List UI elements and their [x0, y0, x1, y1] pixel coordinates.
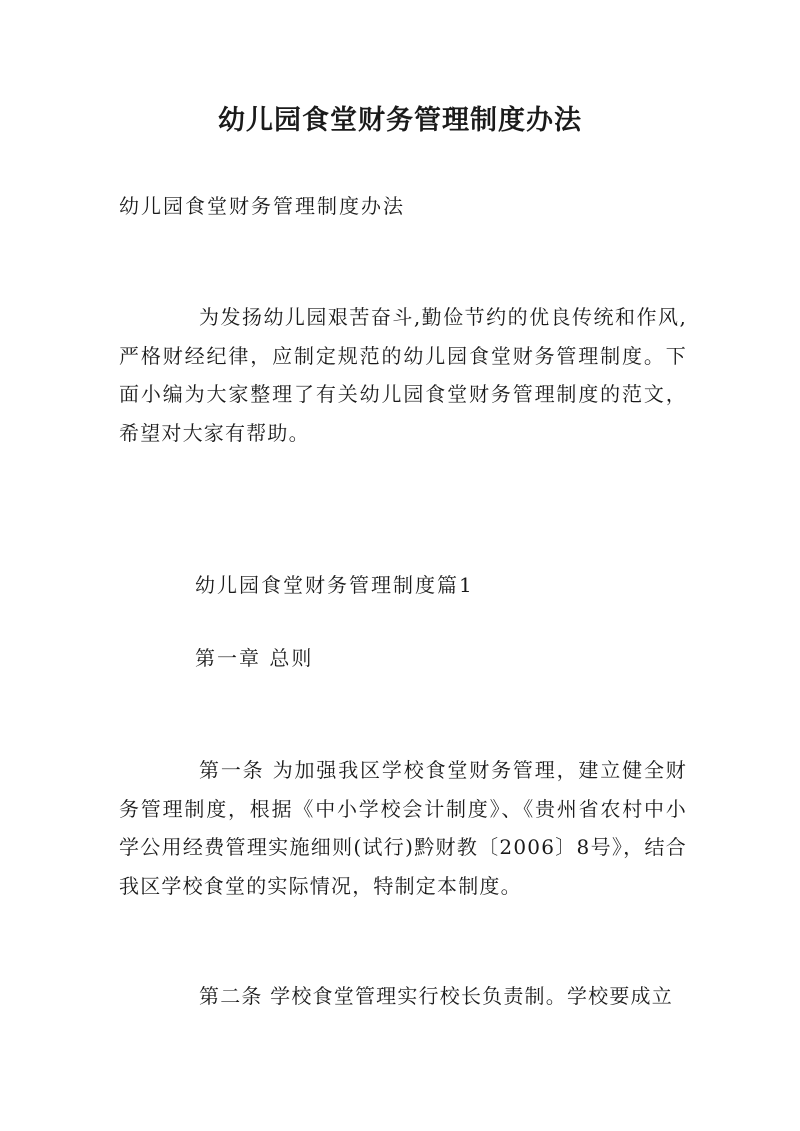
article-2-paragraph: 第二条 学校食堂管理实行校长负责制。学校要成立: [199, 984, 673, 1008]
document-subtitle: 幼儿园食堂财务管理制度办法: [119, 194, 405, 218]
section-title: 幼儿园食堂财务管理制度篇1: [195, 573, 474, 597]
intro-paragraph: 为发扬幼儿园艰苦奋斗,勤俭节约的优良传统和作风,严格财经纪律，应制定规范的幼儿园食堂财务管理制度。下面小编为大家整理了有关幼儿园食堂财务管理制度的范文，希望对大家有帮助。: [119, 305, 687, 445]
document-title: 幼儿园食堂财务管理制度办法: [218, 105, 582, 136]
article-1-paragraph: 第一条 为加强我区学校食堂财务管理，建立健全财务管理制度，根据《中小学校会计制度》、《贵州省农村中小学公用经费管理实施细则(试行)黔财教〔2006〕8号》，结合我区学校食堂的实际情况，特制定本制度。: [119, 758, 687, 898]
chapter-title: 第一章 总则: [195, 646, 314, 670]
